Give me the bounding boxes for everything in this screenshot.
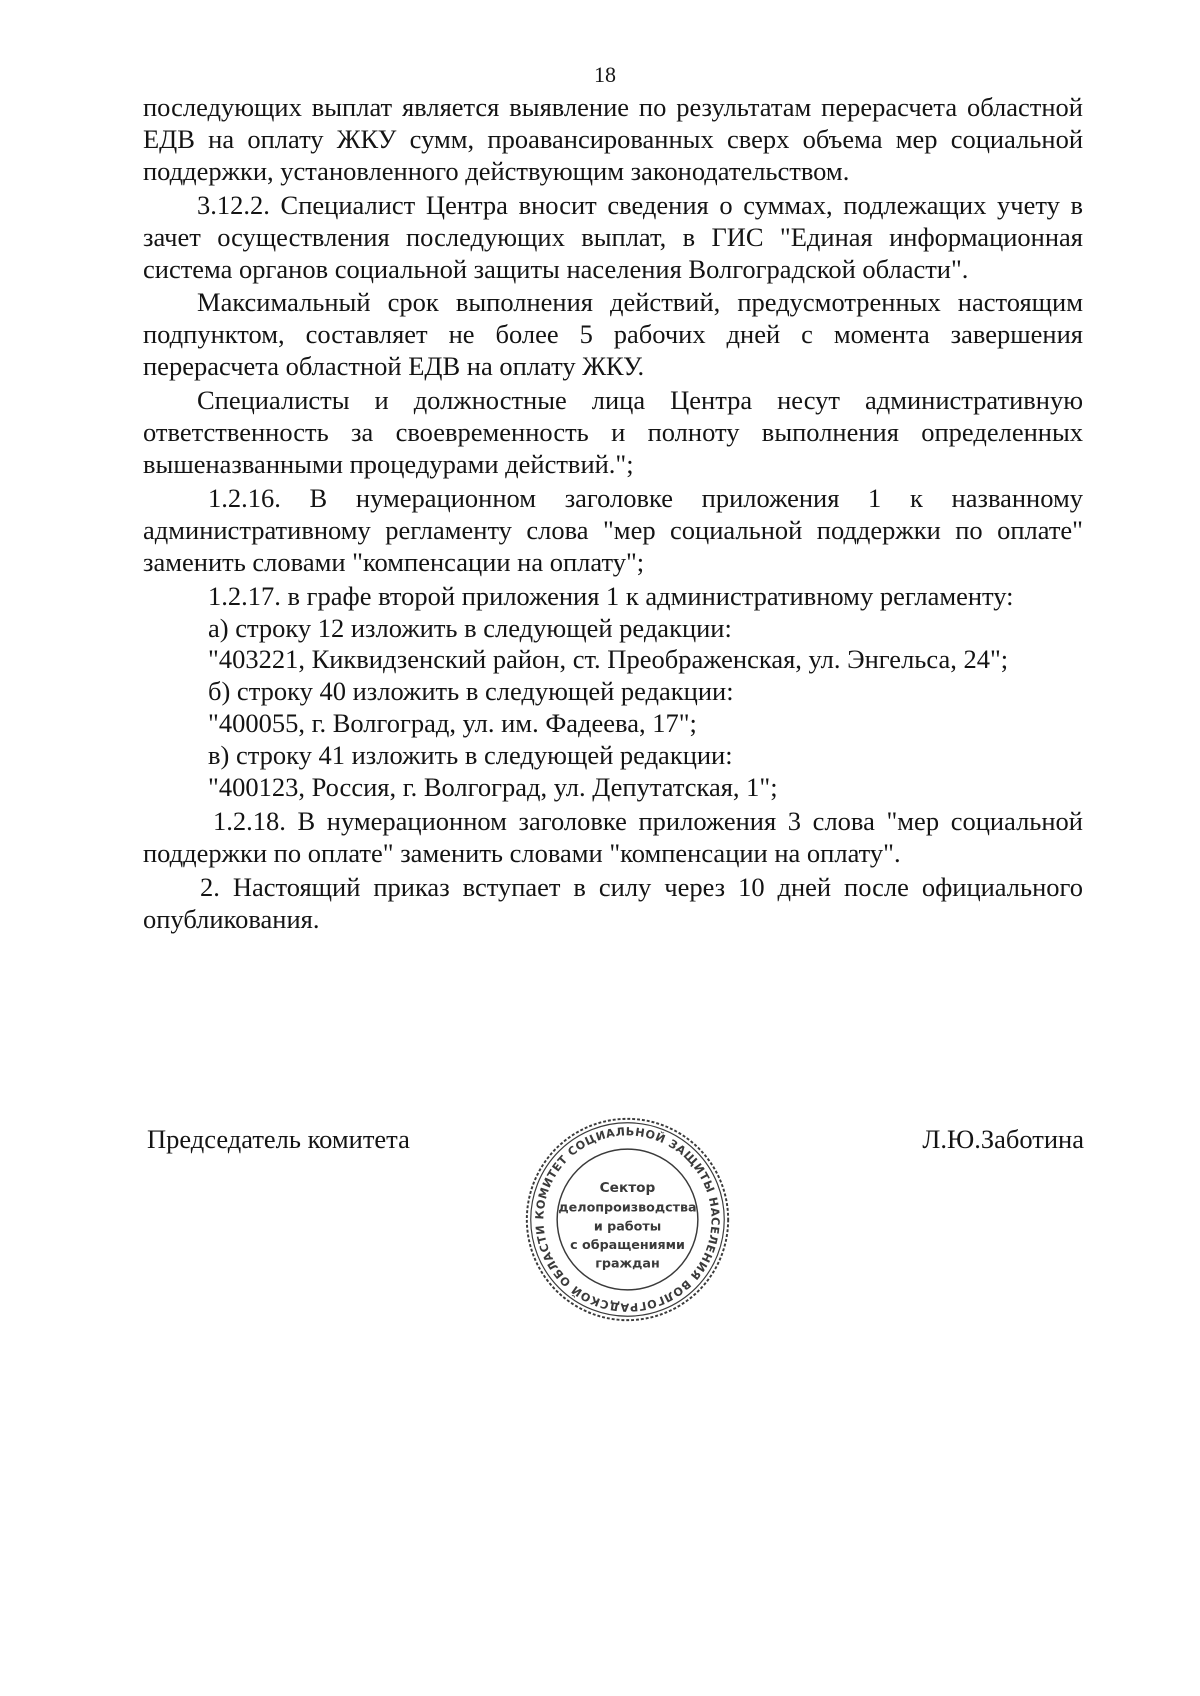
paragraph: последующих выплат является выявление по результатам перерасчета областной ЕДВ на оплату ЖКУ сумм, проавансированных сверх объема мер социальной поддержки, установленного действующим законодательством. <box>143 92 1083 186</box>
stamp-line-1: Сектор <box>599 1180 656 1197</box>
paragraph: б) строку 40 изложить в следующей редакции: <box>208 676 734 707</box>
official-stamp <box>520 1112 735 1327</box>
stamp-line-3: и работы <box>593 1218 662 1234</box>
stamp-line-2: делопроизводства <box>558 1199 697 1215</box>
paragraph: "400123, Россия, г. Волгоград, ул. Депутатская, 1"; <box>208 772 778 803</box>
paragraph: в) строку 41 изложить в следующей редакции: <box>208 740 733 771</box>
paragraph: 1.2.18. В нумерационном заголовке приложения 3 слова "мер социальной поддержки по оплате" заменить словами "компенсации на оплату". <box>143 805 1083 868</box>
paragraph: Максимальный срок выполнения действий, предусмотренных настоящим подпунктом, составляет не более 5 рабочих дней с момента завершения перерасчета областной ЕДВ на оплату ЖКУ. <box>143 287 1083 382</box>
document-body <box>143 92 1083 936</box>
paragraph: "400055, г. Волгоград, ул. им. Фадеева, 17"; <box>208 708 697 739</box>
signature-title: Председатель комитета <box>147 1124 410 1154</box>
signature-name: Л.Ю.Заботина <box>922 1124 1084 1154</box>
paragraph: 1.2.17. в графе второй приложения 1 к административному регламенту: <box>208 580 1014 611</box>
page-number: 18 <box>594 62 616 87</box>
paragraph: "403221, Киквидзенский район, ст. Преображенская, ул. Энгельса, 24"; <box>208 644 1009 675</box>
paragraph: 2. Настоящий приказ вступает в силу через 10 дней после официального опубликования. <box>143 871 1083 934</box>
paragraph: а) строку 12 изложить в следующей редакции: <box>208 612 732 643</box>
paragraph: 3.12.2. Специалист Центра вносит сведения о суммах, подлежащих учету в зачет осуществления последующих выплат, в ГИС "Единая информационная система органов социальной защиты населения Волгоградской области". <box>143 189 1083 284</box>
stamp-line-5: граждан <box>595 1255 660 1271</box>
paragraph: 1.2.16. В нумерационном заголовке приложения 1 к названному административному регламенту слова "мер социальной поддержки по оплате" заменить словами "компенсации на оплату"; <box>143 482 1083 577</box>
stamp-line-4: с обращениями <box>570 1236 685 1252</box>
paragraph: Специалисты и должностные лица Центра несут административную ответственность за своевременность и полноту выполнения определенных вышеназванными процедурами действий."; <box>143 385 1083 479</box>
stamp-outer-text: КОМИТЕТ СОЦИАЛЬНОЙ ЗАЩИТЫ НАСЕЛЕНИЯ ВОЛГОГРАДСКОЙ ОБЛАСТИ <box>533 1125 722 1314</box>
